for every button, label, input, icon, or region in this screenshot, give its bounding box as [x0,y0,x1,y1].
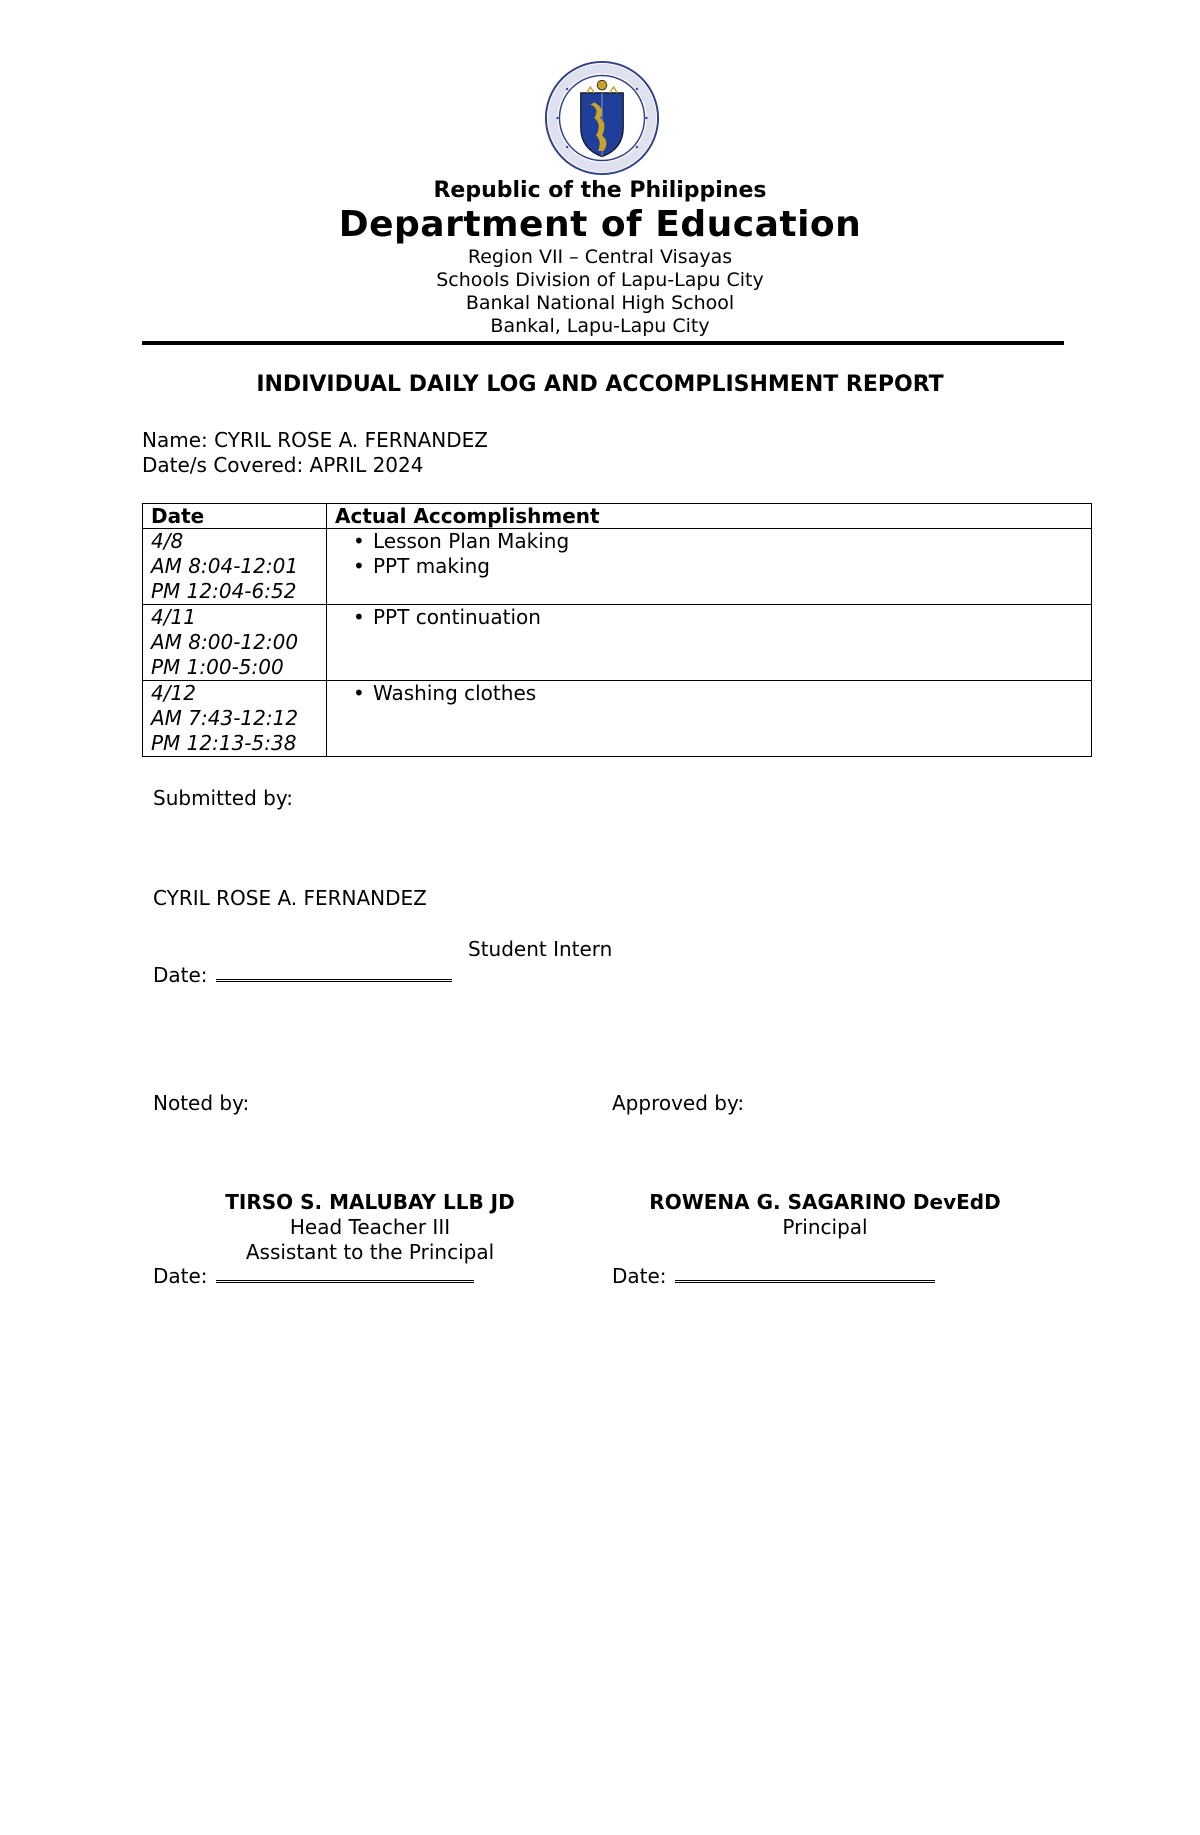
table-row [143,605,1092,681]
noted-signatory-title: Head Teacher III [289,1215,451,1239]
accomplishment-column-header: Actual Accomplishment [327,504,1092,529]
approved-by-label: Approved by: [612,1091,745,1115]
accomplishment-list [335,605,1083,630]
dates-covered-label: Date/s Covered: [142,453,304,477]
submitter-name: CYRIL ROSE A. FERNANDEZ [153,886,427,910]
header-divider [142,341,1064,345]
list-item: • Washing clothes [357,681,1083,706]
log-date: 4/11 [151,605,196,629]
name-value: CYRIL ROSE A. FERNANDEZ [214,428,488,452]
table-row [143,681,1092,757]
table-header-row [143,504,1092,529]
list-item: • PPT making [357,554,1083,579]
noted-by-label: Noted by: [153,1091,250,1115]
noted-date-line [153,1264,474,1288]
approved-signatory-name: ROWENA G. SAGARINO DevEdD [649,1190,1001,1214]
approved-date-label: Date: [612,1264,667,1288]
accomplishment-list [335,529,1083,579]
department-heading: Department of Education [338,204,862,245]
address-line: Bankal, Lapu-Lapu City [490,315,710,337]
approved-date-line [612,1264,935,1288]
submitted-date-line [153,963,452,987]
noted-signatory-name: TIRSO S. MALUBAY LLB JD [225,1190,515,1214]
date-cell [143,529,327,605]
pm-time: PM 12:04-6:52 [151,579,297,603]
division-line: Schools Division of Lapu-Lapu City [436,269,764,291]
date-column-header: Date [143,504,327,529]
noted-date-label: Date: [153,1264,208,1288]
date-cell [143,681,327,757]
region-line: Region VII – Central Visayas [467,246,733,268]
republic-heading: Republic of the Philippines [433,178,767,203]
log-date: 4/8 [151,529,184,553]
noted-date-blank[interactable] [216,1276,474,1283]
accomplishment-list [335,681,1083,706]
name-label: Name: [142,428,208,452]
daily-log-table [142,503,1092,757]
am-time: AM 8:04-12:01 [151,554,299,578]
log-date: 4/12 [151,681,196,705]
deped-seal-logo [544,60,660,176]
submitted-by-label: Submitted by: [153,786,293,810]
am-time: AM 7:43-12:12 [151,706,299,730]
approved-date-blank[interactable] [675,1276,935,1283]
date-cell [143,605,327,681]
report-title: INDIVIDUAL DAILY LOG AND ACCOMPLISHMENT REPORT [256,372,944,397]
am-time: AM 8:00-12:00 [151,630,299,654]
table-row [143,529,1092,605]
accomplishment-cell [327,681,1092,757]
name-line [142,428,488,452]
submitted-date-blank[interactable] [216,975,452,982]
approved-signatory-title: Principal [782,1215,868,1239]
pm-time: PM 12:13-5:38 [151,731,297,755]
submitted-date-label: Date: [153,963,208,987]
list-item: • Lesson Plan Making [357,529,1083,554]
list-item: • PPT continuation [357,605,1083,630]
dates-covered-line [142,453,423,477]
submitter-role: Student Intern [468,937,613,961]
pm-time: PM 1:00-5:00 [151,655,284,679]
accomplishment-cell [327,605,1092,681]
accomplishment-cell [327,529,1092,605]
school-line: Bankal National High School [465,292,735,314]
dates-covered-value: APRIL 2024 [309,453,424,477]
noted-signatory-subtitle: Assistant to the Principal [245,1240,495,1264]
